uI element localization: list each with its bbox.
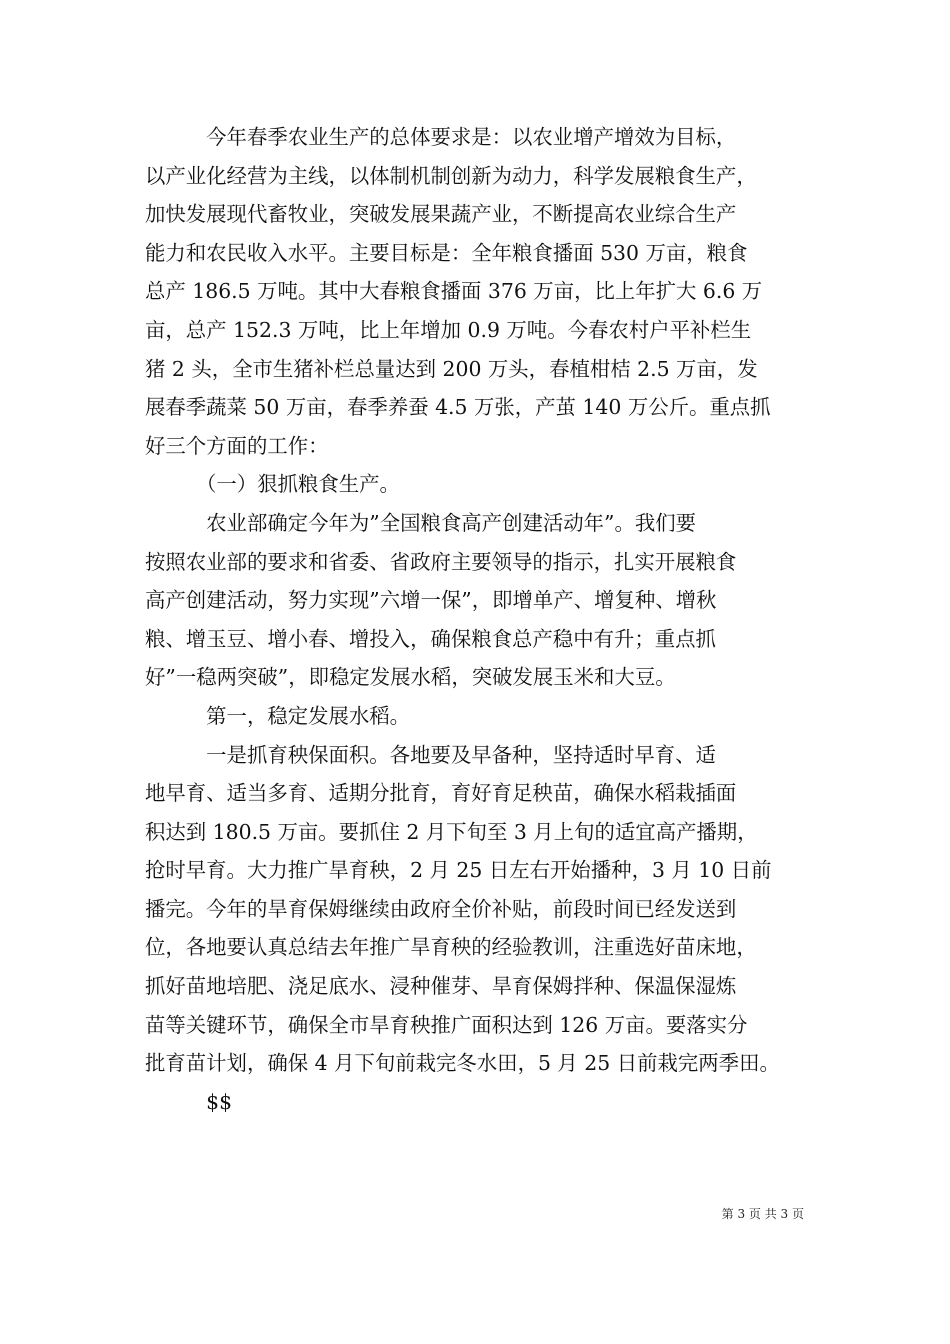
text-line: 粮、增玉豆、增小春、增投入，确保粮食总产稳中有升；重点抓 [145, 626, 716, 651]
text-line: 高产创建活动，努力实现”六增一保”，即增单产、增复种、增秋 [145, 588, 717, 613]
document-body [145, 118, 805, 1121]
text-line: 亩，总产 152.3 万吨，比上年增加 0.9 万吨。今春农村户平补栏生 [145, 317, 752, 342]
text-line: 按照农业部的要求和省委、省政府主要领导的指示，扎实开展粮食 [145, 549, 737, 574]
text-line: 以产业化经营为主线，以体制机制创新为动力，科学发展粮食生产， [145, 163, 757, 188]
text-line: 苗等关键环节，确保全市旱育秧推广面积达到 126 万亩。要落实分 [145, 1012, 748, 1037]
text-line: 位，各地要认真总结去年推广旱育秧的经验教训，注重选好苗床地， [145, 935, 757, 960]
text-line: 批育苗计划，确保 4 月下旬前栽完冬水田，5 月 25 日前栽完两季田。 [145, 1051, 780, 1076]
page-number-footer: 第 3 页 共 3 页 [721, 1207, 804, 1221]
text-line: 抓好苗地培肥、浇足底水、浸种催芽、旱育保姆拌种、保温保湿炼 [145, 974, 737, 999]
text-line: 展春季蔬菜 50 万亩，春季养蚕 4.5 万张，产茧 140 万公斤。重点抓 [145, 395, 771, 420]
text-line: 好”一稳两突破”，即稳定发展水稻，突破发展玉米和大豆。 [145, 665, 676, 690]
text-line: 播完。今年的旱育保姆继续由政府全价补贴，前段时间已经发送到 [145, 896, 737, 921]
text-line: 农业部确定今年为”全国粮食高产创建活动年”。我们要 [145, 510, 697, 535]
text-line: 一是抓育秧保面积。各地要及早备种，坚持适时早育、适 [145, 742, 716, 767]
text-line: 第一，稳定发展水稻。 [145, 703, 411, 728]
text-line: 猪 2 头，全市生猪补栏总量达到 200 万头，春植柑桔 2.5 万亩，发 [145, 356, 758, 381]
text-line: 能力和农民收入水平。主要目标是：全年粮食播面 530 万亩，粮食 [145, 240, 748, 265]
text-line: 今年春季农业生产的总体要求是：以农业增产增效为目标， [145, 125, 737, 149]
text-line: 地早育、适当多育、适期分批育，育好育足秧苗，确保水稻栽插面 [145, 781, 737, 806]
text-line: 抢时早育。大力推广旱育秧，2 月 25 日左右开始播种，3 月 10 日前 [145, 858, 772, 883]
text-line: 加快发展现代畜牧业，突破发展果蔬产业，不断提高农业综合生产 [145, 202, 737, 227]
text-line: 积达到 180.5 万亩。要抓住 2 月下旬至 3 月上旬的适宜高产播期， [145, 819, 758, 844]
text-line: （一）狠抓粮食生产。 [145, 472, 400, 497]
text-line: 总产 186.5 万吨。其中大春粮食播面 376 万亩，比上年扩大 6.6 万 [145, 279, 763, 304]
text-line: $$ [145, 1089, 233, 1114]
text-line: 好三个方面的工作： [145, 433, 329, 458]
